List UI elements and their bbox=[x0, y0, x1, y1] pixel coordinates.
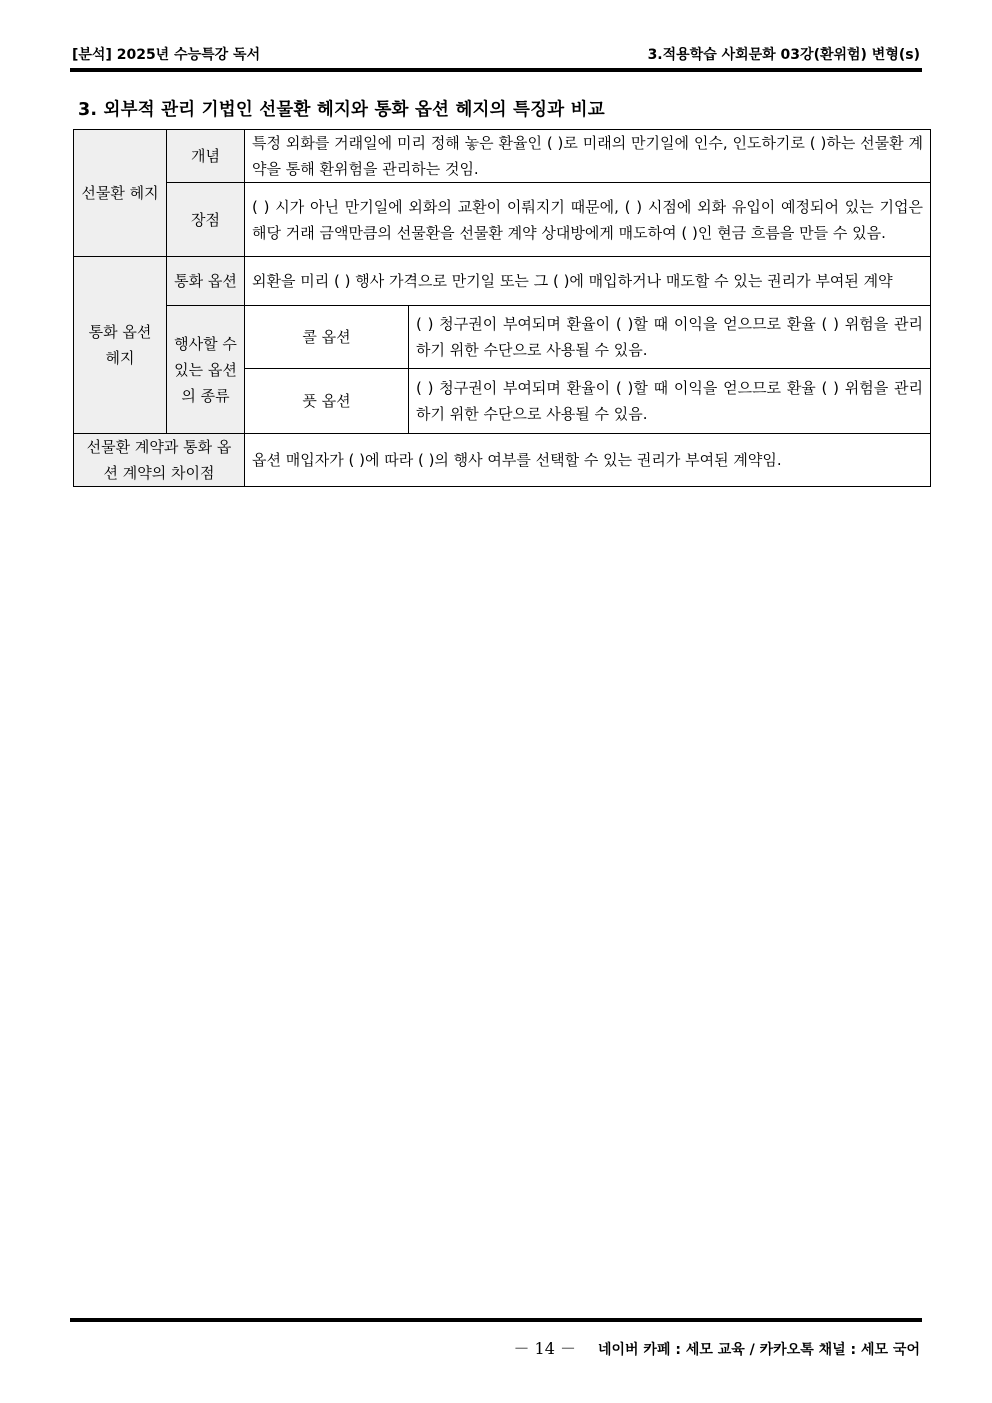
table-row bbox=[74, 183, 931, 257]
section-title: 3. 외부적 관리 기법인 선물환 헤지와 통화 옵션 헤지의 특징과 비교 bbox=[78, 100, 605, 120]
footer-text: 네이버 카페 : 세모 교육 / 카카오톡 채널 : 세모 국어 bbox=[597, 1342, 920, 1358]
option-types-label: 행사할 수 있는 옵션의 종류 bbox=[167, 306, 245, 434]
table-row bbox=[74, 434, 931, 487]
call-option-label: 콜 옵션 bbox=[245, 306, 409, 369]
currency-option-label: 통화 옵션 bbox=[167, 257, 245, 306]
difference-text: 옵션 매입자가 ( )에 따라 ( )의 행사 여부를 선택할 수 있는 권리가 부여된 계약임. bbox=[245, 434, 931, 487]
header-left-title: [분석] 2025년 수능특강 독서 bbox=[72, 47, 261, 63]
header-divider bbox=[70, 68, 922, 72]
advantage-label: 장점 bbox=[167, 183, 245, 257]
call-option-text: ( ) 청구권이 부여되며 환율이 ( )할 때 이익을 얻으므로 환율 ( ) 위험을 관리하기 위한 수단으로 사용될 수 있음. bbox=[409, 306, 931, 369]
concept-label: 개념 bbox=[167, 130, 245, 183]
option-hedge-label: 통화 옵션 헤지 bbox=[74, 257, 167, 434]
table-row bbox=[74, 130, 931, 183]
put-option-text: ( ) 청구권이 부여되며 환율이 ( )할 때 이익을 얻으므로 환율 ( ) 위험을 관리하기 위한 수단으로 사용될 수 있음. bbox=[409, 369, 931, 434]
page-number: － 14 － bbox=[513, 1339, 576, 1358]
currency-option-text: 외환을 미리 ( ) 행사 가격으로 만기일 또는 그 ( )에 매입하거나 매도할 수 있는 권리가 부여된 계약 bbox=[245, 257, 931, 306]
comparison-table bbox=[73, 129, 931, 487]
advantage-text: ( ) 시가 아닌 만기일에 외화의 교환이 이뤄지기 때문에, ( ) 시점에 외화 유입이 예정되어 있는 기업은 해당 거래 금액만큼의 선물환을 선물환 계약 상대방에게 매도하여 ( )인 현금 흐름을 만들 수 있음. bbox=[245, 183, 931, 257]
put-option-label: 풋 옵션 bbox=[245, 369, 409, 434]
footer bbox=[513, 1336, 920, 1359]
header-right-title: 3.적용학습 사회문화 03강(환위험) 변형(s) bbox=[647, 47, 920, 63]
table-row bbox=[74, 257, 931, 306]
difference-label: 선물환 계약과 통화 옵션 계약의 차이점 bbox=[74, 434, 245, 487]
table-row bbox=[74, 306, 931, 369]
forward-hedge-label: 선물환 헤지 bbox=[74, 130, 167, 257]
concept-text: 특정 외화를 거래일에 미리 정해 놓은 환율인 ( )로 미래의 만기일에 인수, 인도하기로 ( )하는 선물환 계약을 통해 환위험을 관리하는 것임. bbox=[245, 130, 931, 183]
footer-divider bbox=[70, 1318, 922, 1322]
